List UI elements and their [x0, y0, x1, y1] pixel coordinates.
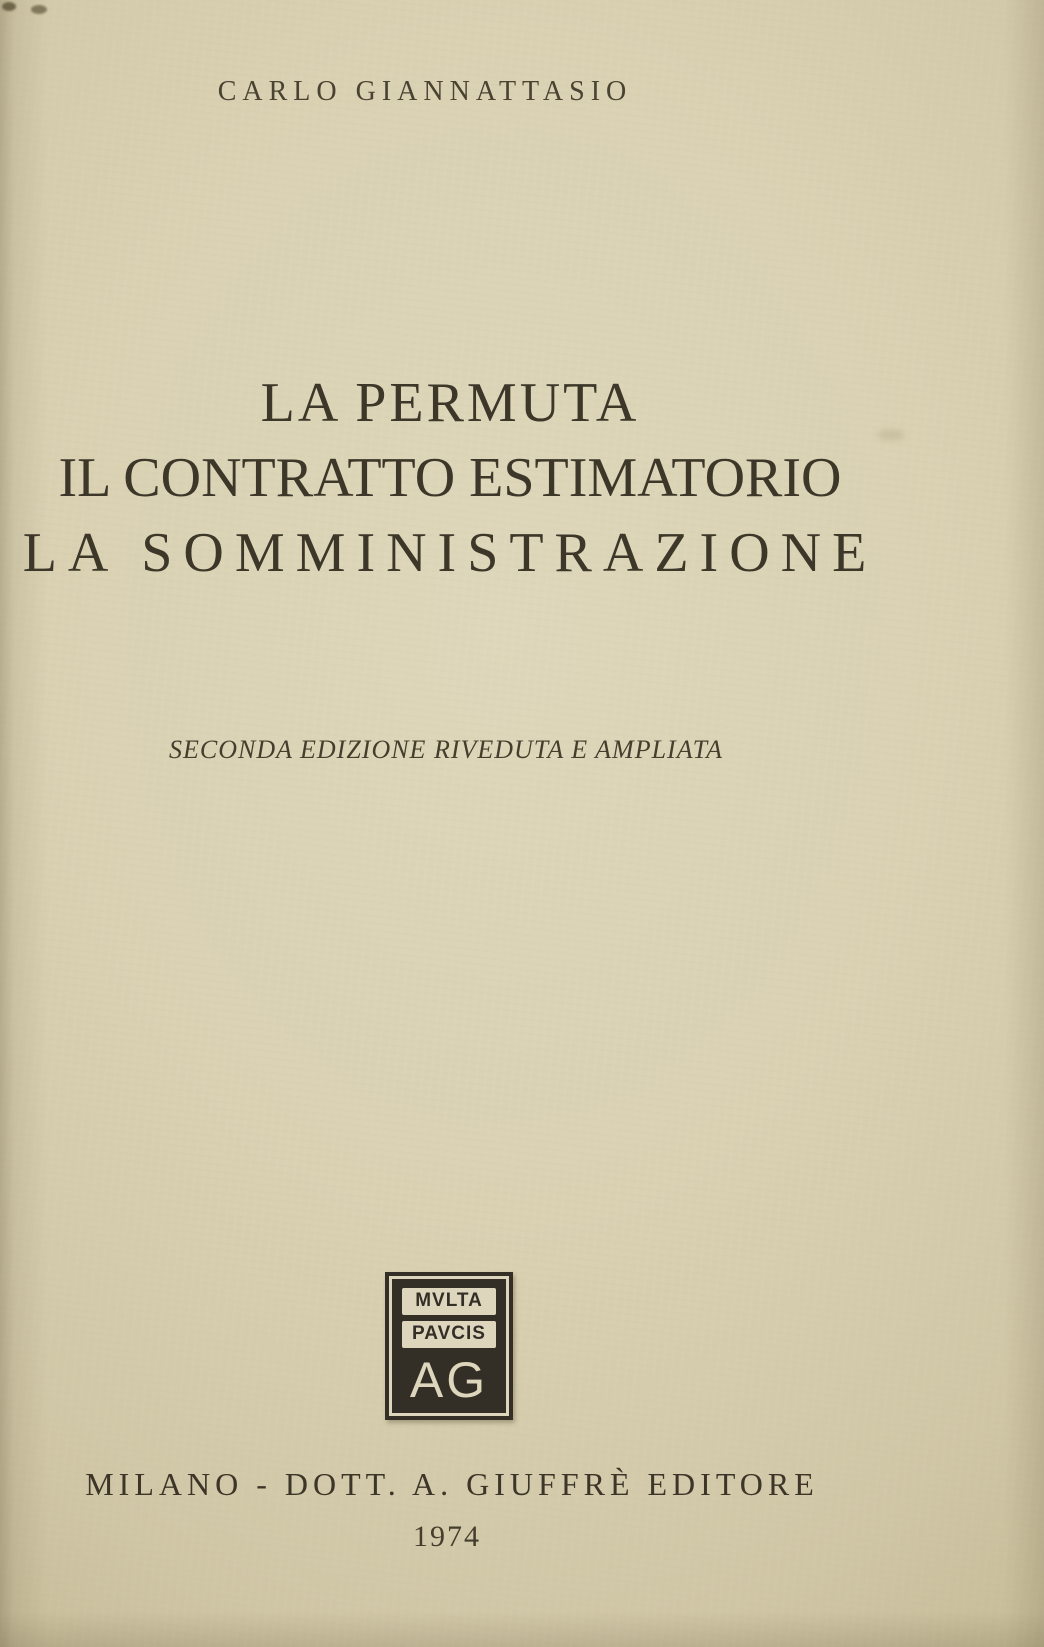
- title-line-3: LA SOMMINISTRAZIONE: [22, 522, 878, 584]
- publication-year: 1974: [413, 1520, 481, 1553]
- logo-monogram: AG: [409, 1352, 489, 1408]
- logo-motto-paucis: PAVCIS: [402, 1321, 496, 1348]
- author-name: CARLO GIANNATTASIO: [217, 76, 633, 107]
- publisher-logo-frame: [389, 1276, 509, 1416]
- publisher-logo: [385, 1272, 513, 1420]
- book-title: [0, 366, 900, 591]
- title-line-2: IL CONTRATTO ESTIMATORIO: [58, 447, 842, 509]
- title-line-1: LA PERMUTA: [260, 372, 640, 434]
- logo-motto-multa: MVLTA: [402, 1288, 496, 1315]
- paper-speck: [31, 5, 47, 14]
- paper-speck: [2, 2, 16, 11]
- imprint-line: MILANO - DOTT. A. GIUFFRÈ EDITORE: [85, 1466, 819, 1502]
- edition-note: SECONDA EDIZIONE RIVEDUTA E AMPLIATA: [168, 735, 724, 764]
